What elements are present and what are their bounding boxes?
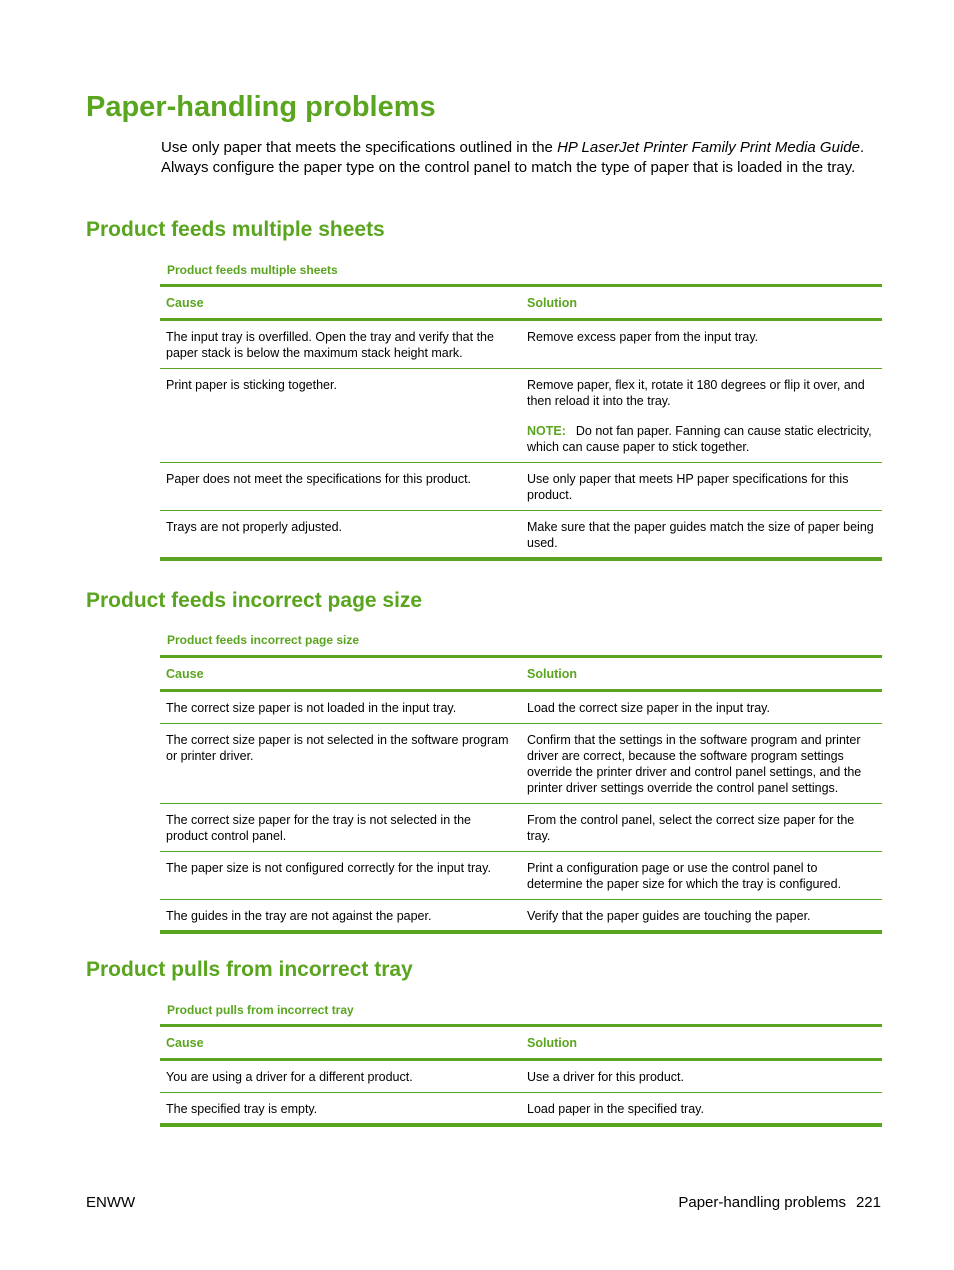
table-incorrect-tray [160, 1024, 882, 1127]
footer-left-label: ENWW [86, 1194, 136, 1211]
table-row [160, 1060, 882, 1093]
table-header-row [160, 286, 882, 320]
intro-paragraph [161, 138, 881, 178]
table-header-row [160, 657, 882, 691]
table-row [160, 369, 882, 463]
cause-cell: Print paper is sticking together. [160, 369, 521, 463]
footer-section-title: Paper-handling problems [678, 1194, 846, 1211]
cause-cell: The correct size paper is not loaded in the input tray. [160, 691, 521, 724]
solution-cell: Use a driver for this product. [521, 1060, 882, 1093]
solution-cell: Load paper in the specified tray. [527, 1102, 704, 1116]
table-row [160, 804, 882, 852]
solution-cell [521, 369, 882, 463]
column-header-cause: Cause [160, 1026, 521, 1060]
cause-cell: The correct size paper is not selected in the software program or printer driver. [160, 724, 521, 804]
solution-cell: From the control panel, select the correct size paper for the tray. [521, 804, 882, 852]
solution-text: Remove paper, flex it, rotate it 180 degrees or flip it over, and then reload it into the tray. [527, 378, 865, 408]
note-block [527, 423, 876, 455]
solution-cell: Use only paper that meets HP paper specifications for this product. [521, 463, 882, 511]
cause-cell: The input tray is overfilled. Open the tray and verify that the paper stack is below the maximum stack height mark. [160, 320, 521, 369]
table-row [160, 900, 882, 933]
section-heading-multiple-sheets: Product feeds multiple sheets [86, 218, 385, 241]
table-row [160, 511, 882, 560]
cause-cell: Paper does not meet the specifications for this product. [160, 463, 521, 511]
cause-cell: You are using a driver for a different product. [160, 1060, 521, 1093]
solution-cell: Load the correct size paper in the input tray. [521, 691, 882, 724]
page-number: 221 [855, 1194, 881, 1211]
cause-cell: The specified tray is empty. [166, 1102, 318, 1116]
column-header-solution: Solution [521, 1026, 882, 1060]
table-row [160, 463, 882, 511]
table-row [160, 320, 882, 369]
table-caption-multiple-sheets: Product feeds multiple sheets [167, 263, 338, 277]
intro-text-before: Use only paper that meets the specifications outlined in the [161, 139, 558, 156]
section-heading-incorrect-tray: Product pulls from incorrect tray [86, 958, 413, 981]
column-header-solution: Solution [521, 657, 882, 691]
table-multiple-sheets [160, 284, 882, 561]
solution-cell: Print a configuration page or use the control panel to determine the paper size for which the tray is configured. [521, 852, 882, 900]
cause-cell: The guides in the tray are not against the paper. [166, 909, 432, 923]
solution-cell: Confirm that the settings in the software program and printer driver are correct, because the software program settings override the printer driver and control panel settings, and the printer driver settings override the control panel settings. [521, 724, 882, 804]
page-title: Paper-handling problems [86, 91, 436, 123]
footer-right [678, 1194, 881, 1211]
table-header-row [160, 1026, 882, 1060]
cause-cell: The correct size paper for the tray is not selected in the product control panel. [160, 804, 521, 852]
solution-cell: Remove excess paper from the input tray. [521, 320, 882, 369]
table-incorrect-page-size [160, 655, 882, 934]
note-label: NOTE: [527, 424, 566, 438]
table-caption-incorrect-tray: Product pulls from incorrect tray [167, 1003, 354, 1017]
solution-cell: Verify that the paper guides are touching the paper. [527, 909, 811, 923]
intro-text-after: . Always configure the paper type on the control panel to match the type of paper that is loaded in the tray. [161, 139, 865, 176]
table-caption-incorrect-page-size: Product feeds incorrect page size [167, 633, 360, 647]
cause-cell: The paper size is not configured correctly for the input tray. [160, 852, 521, 900]
cause-cell: Trays are not properly adjusted. [166, 520, 343, 534]
column-header-cause: Cause [160, 657, 521, 691]
intro-guide-title: HP LaserJet Printer Family Print Media Guide [557, 139, 860, 156]
table-row [160, 691, 882, 724]
table-row [160, 724, 882, 804]
column-header-cause: Cause [160, 286, 521, 320]
column-header-solution: Solution [521, 286, 882, 320]
note-text: Do not fan paper. Fanning can cause static electricity, which can cause paper to stick together. [527, 424, 872, 454]
table-row [160, 1093, 882, 1126]
solution-cell: Make sure that the paper guides match the size of paper being used. [527, 520, 874, 550]
section-heading-incorrect-page-size: Product feeds incorrect page size [86, 589, 423, 612]
table-row [160, 852, 882, 900]
